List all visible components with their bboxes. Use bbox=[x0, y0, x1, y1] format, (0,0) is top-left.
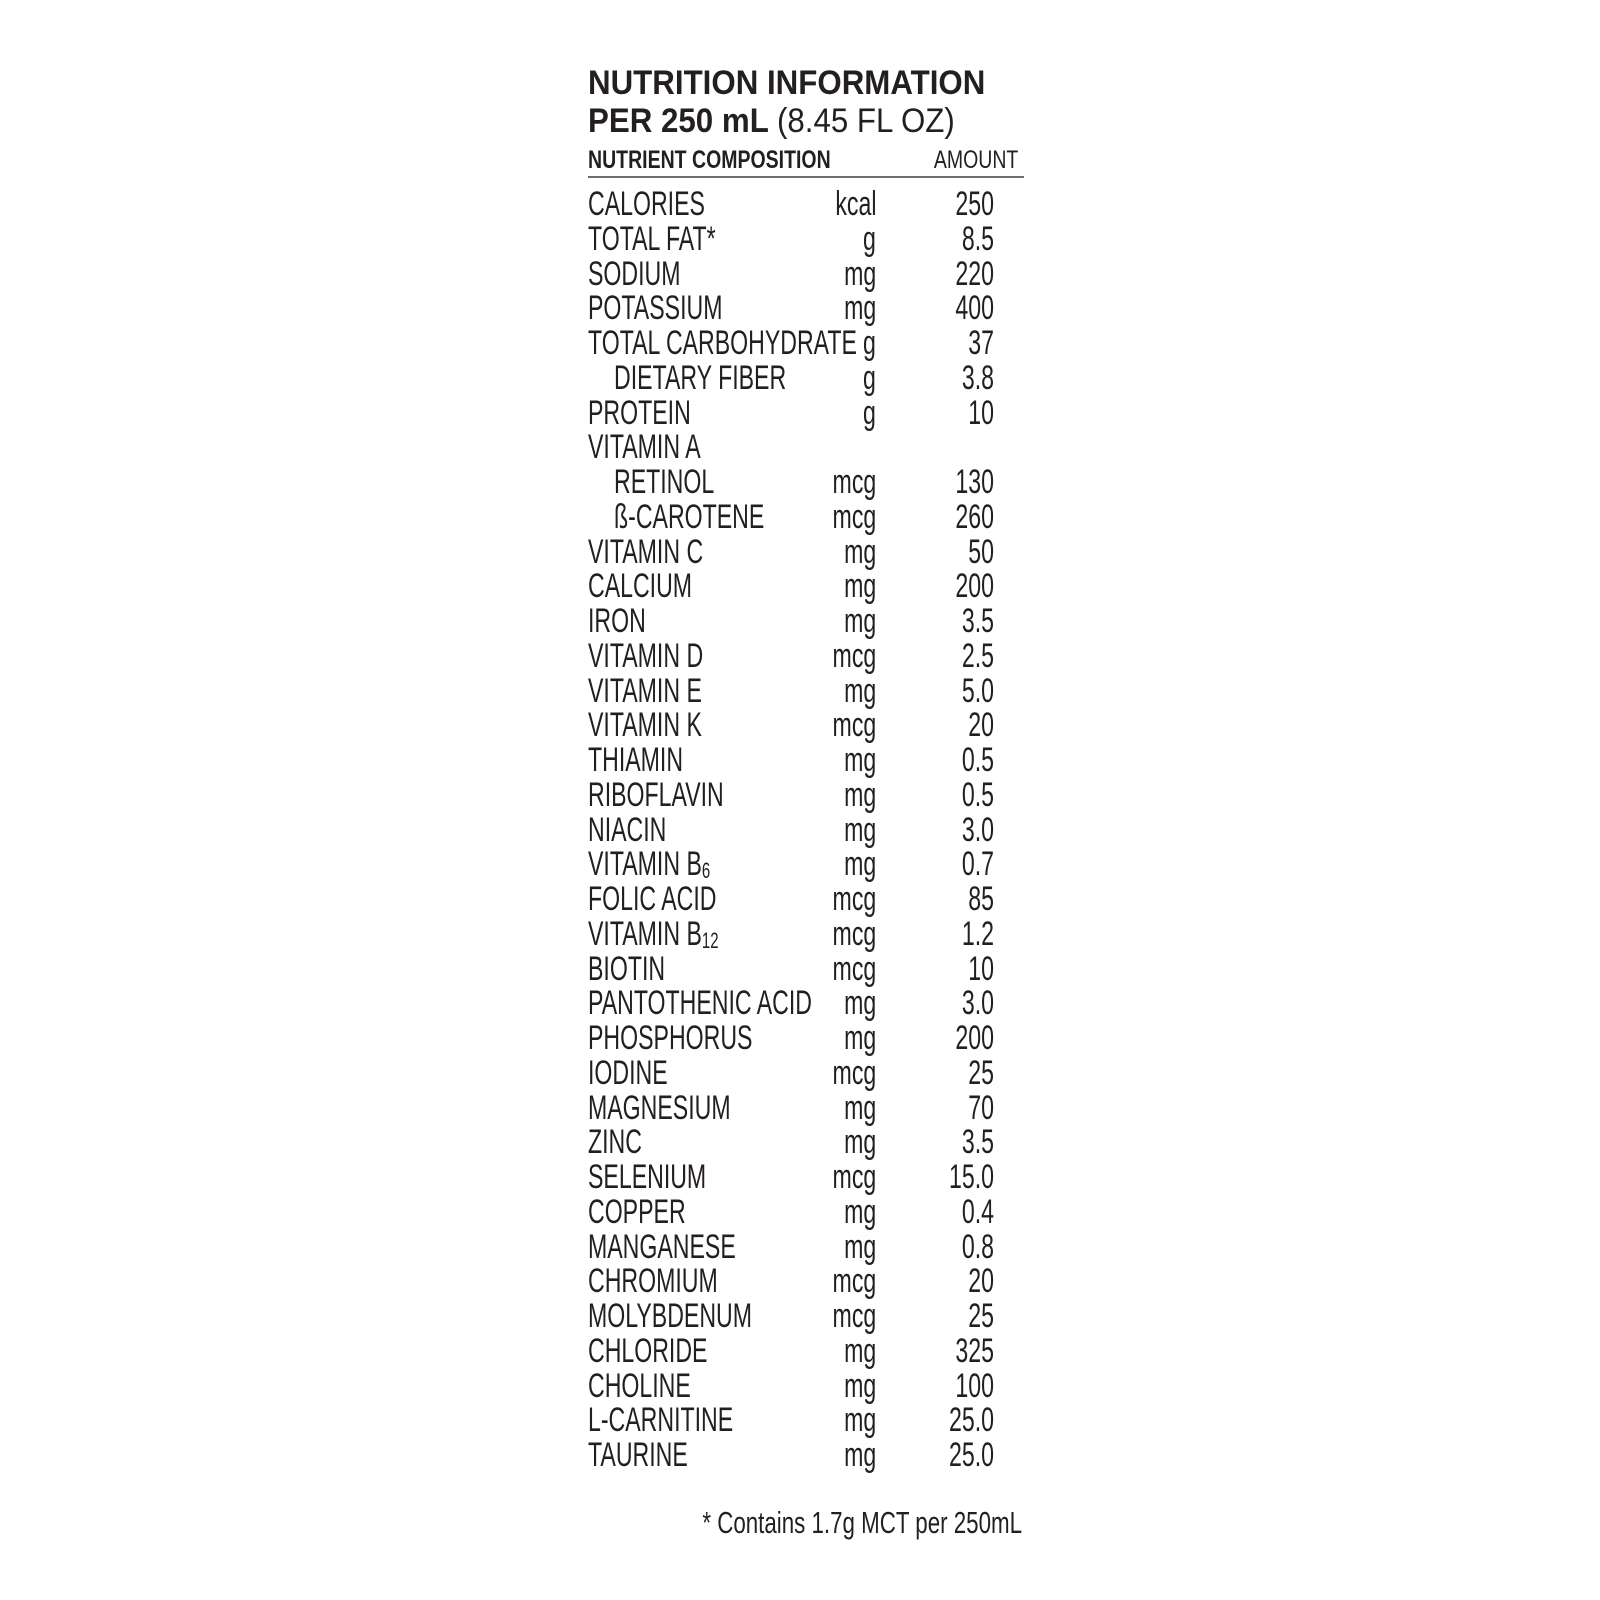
nutrient-unit: mg bbox=[843, 1436, 876, 1474]
table-row bbox=[588, 1437, 1024, 1472]
nutrient-amount: 0.7 bbox=[961, 845, 994, 884]
nutrient-name-text: SELENIUM bbox=[588, 1158, 707, 1196]
nutrient-unit: g bbox=[863, 219, 876, 258]
table-row bbox=[588, 325, 1024, 360]
nutrient-name bbox=[588, 603, 646, 639]
nutrient-name-text: VITAMIN B bbox=[588, 914, 702, 953]
nutrient-unit: mg bbox=[843, 289, 876, 328]
nutrient-amount: 85 bbox=[968, 880, 994, 918]
nutrient-name-text: TAURINE bbox=[588, 1436, 688, 1474]
nutrition-label bbox=[588, 64, 1028, 1564]
nutrient-unit: g bbox=[863, 358, 876, 397]
nutrient-amount: 0.5 bbox=[961, 775, 994, 814]
nutrient-unit: mcg bbox=[832, 636, 876, 675]
nutrient-name-text: IRON bbox=[588, 602, 646, 640]
nutrient-unit: mg bbox=[843, 532, 876, 571]
nutrient-name bbox=[588, 325, 857, 361]
nutrient-name-text: BIOTIN bbox=[588, 949, 666, 988]
nutrient-name bbox=[588, 221, 716, 257]
title-line-1: NUTRITION INFORMATION bbox=[588, 64, 986, 102]
nutrient-amount: 100 bbox=[955, 1366, 994, 1405]
nutrient-name-text: COPPER bbox=[588, 1192, 686, 1231]
nutrient-name bbox=[614, 464, 714, 500]
nutrient-amount: 3.5 bbox=[961, 1123, 994, 1162]
footnote: * Contains 1.7g MCT per 250mL bbox=[702, 1505, 1022, 1540]
table-row bbox=[588, 1090, 1024, 1125]
table-row bbox=[588, 1159, 1024, 1194]
nutrient-name-text: POTASSIUM bbox=[588, 289, 723, 328]
nutrient-name bbox=[588, 1055, 668, 1091]
nutrient-name bbox=[588, 1368, 691, 1404]
table-row bbox=[588, 603, 1024, 638]
table-row bbox=[588, 360, 1024, 395]
table-row bbox=[588, 845, 1024, 884]
nutrient-name-text: PHOSPHORUS bbox=[588, 1019, 753, 1057]
nutrient-amount: 1.2 bbox=[961, 914, 994, 953]
nutrient-name-text: ZINC bbox=[588, 1123, 642, 1162]
table-row bbox=[588, 534, 1024, 569]
table-row bbox=[588, 742, 1024, 777]
nutrient-name bbox=[588, 395, 691, 431]
nutrient-name bbox=[588, 429, 701, 465]
serving-size-imperial: (8.45 FL OZ) bbox=[776, 102, 955, 140]
title-line-2 bbox=[588, 102, 993, 140]
nutrient-amount: 70 bbox=[968, 1088, 994, 1127]
nutrient-name-text: CHLORIDE bbox=[588, 1331, 708, 1370]
table-row bbox=[588, 1262, 1024, 1301]
nutrient-name bbox=[588, 1090, 731, 1126]
nutrient-unit: mg bbox=[843, 1192, 876, 1231]
nutrient-amount: 3.0 bbox=[961, 810, 994, 849]
nutrient-name bbox=[588, 673, 702, 709]
nutrient-amount: 400 bbox=[955, 289, 994, 328]
nutrient-name-text: TOTAL FAT* bbox=[588, 219, 716, 258]
nutrient-unit: mg bbox=[843, 602, 876, 640]
table-row bbox=[588, 916, 1024, 951]
nutrient-amount: 25.0 bbox=[948, 1436, 994, 1474]
nutrient-name-text: ß-CAROTENE bbox=[614, 497, 765, 536]
nutrient-name-text: VITAMIN E bbox=[588, 671, 702, 710]
table-row bbox=[588, 289, 1024, 328]
table-row bbox=[588, 1123, 1024, 1162]
nutrient-name bbox=[614, 499, 764, 535]
nutrient-amount: 8.5 bbox=[961, 219, 994, 258]
nutrient-amount: 3.8 bbox=[961, 358, 994, 397]
table-row bbox=[588, 777, 1024, 812]
table-row bbox=[588, 638, 1024, 673]
nutrient-name-text: VITAMIN B bbox=[588, 845, 702, 884]
nutrient-name bbox=[588, 1402, 733, 1438]
nutrient-name-text: VITAMIN A bbox=[588, 428, 701, 467]
nutrient-name-text: CALORIES bbox=[588, 185, 705, 223]
table-header bbox=[588, 146, 1024, 178]
table-row bbox=[588, 567, 1024, 606]
table-row bbox=[588, 951, 1024, 986]
table-row bbox=[588, 706, 1024, 745]
nutrient-amount: 25.0 bbox=[948, 1401, 994, 1440]
nutrient-name bbox=[588, 1263, 718, 1299]
nutrient-unit: mcg bbox=[832, 880, 876, 918]
nutrient-unit: mg bbox=[843, 1331, 876, 1370]
nutrient-name-text: VITAMIN D bbox=[588, 636, 704, 675]
nutrient-unit: mg bbox=[843, 1019, 876, 1057]
nutrient-name-text: MANGANESE bbox=[588, 1227, 736, 1266]
nutrient-unit: mcg bbox=[832, 949, 876, 988]
nutrient-amount: 0.8 bbox=[961, 1227, 994, 1266]
nutrient-unit: mg bbox=[843, 567, 876, 606]
table-row bbox=[588, 1055, 1024, 1090]
nutrient-amount: 25 bbox=[968, 1297, 994, 1335]
nutrient-unit: mcg bbox=[832, 1053, 876, 1092]
nutrient-name bbox=[588, 1333, 707, 1369]
nutrient-unit: mcg bbox=[832, 1158, 876, 1196]
nutrient-unit: mg bbox=[843, 775, 876, 814]
nutrient-amount: 3.5 bbox=[961, 602, 994, 640]
nutrient-name-text: RETINOL bbox=[614, 463, 715, 501]
nutrient-name bbox=[588, 290, 722, 326]
nutrient-amount: 25 bbox=[968, 1053, 994, 1092]
nutrient-name-subscript: 12 bbox=[701, 927, 719, 953]
nutrient-unit: mg bbox=[843, 741, 876, 779]
nutrient-name-text: THIAMIN bbox=[588, 741, 684, 779]
nutrient-name bbox=[588, 707, 702, 743]
nutrient-name-text: VITAMIN K bbox=[588, 706, 702, 745]
nutrient-amount: 5.0 bbox=[961, 671, 994, 710]
table-row bbox=[588, 1333, 1024, 1368]
table-row bbox=[588, 1194, 1024, 1229]
nutrient-name-text: PROTEIN bbox=[588, 393, 691, 432]
nutrient-name bbox=[588, 812, 666, 848]
nutrient-name bbox=[588, 186, 705, 222]
table-row bbox=[588, 256, 1024, 291]
nutrient-name-text: NIACIN bbox=[588, 810, 667, 849]
nutrient-unit: mcg bbox=[832, 706, 876, 745]
nutrient-name-text: L-CARNITINE bbox=[588, 1401, 734, 1440]
nutrient-name-text: TOTAL CARBOHYDRATE bbox=[588, 324, 857, 362]
nutrient-unit: g bbox=[863, 324, 876, 362]
nutrient-name bbox=[614, 360, 786, 396]
nutrient-unit: kcal bbox=[834, 185, 876, 223]
table-row bbox=[588, 1020, 1024, 1055]
nutrient-name-subscript: 6 bbox=[701, 858, 711, 884]
nutrient-unit: mcg bbox=[832, 914, 876, 953]
nutrient-name bbox=[588, 1229, 736, 1265]
nutrient-amount: 3.0 bbox=[961, 984, 994, 1023]
nutrient-unit: mg bbox=[843, 845, 876, 884]
nutrient-name-text: IODINE bbox=[588, 1053, 668, 1092]
nutrient-unit: mcg bbox=[832, 1297, 876, 1335]
nutrient-unit: mg bbox=[843, 810, 876, 849]
nutrient-amount: 220 bbox=[955, 254, 994, 293]
table-row bbox=[588, 428, 1024, 467]
nutrient-name bbox=[588, 777, 724, 813]
nutrient-name-text: PANTOTHENIC ACID bbox=[588, 984, 812, 1023]
nutrient-name bbox=[588, 638, 703, 674]
nutrient-name bbox=[588, 1437, 688, 1473]
nutrient-name bbox=[588, 1159, 706, 1195]
nutrient-amount: 15.0 bbox=[948, 1158, 994, 1196]
table-row bbox=[588, 395, 1024, 430]
nutrient-name-text: RIBOFLAVIN bbox=[588, 775, 724, 814]
table-row bbox=[588, 1368, 1024, 1403]
nutrient-name bbox=[588, 881, 716, 917]
nutrient-unit: mg bbox=[843, 984, 876, 1023]
nutrient-amount: 260 bbox=[955, 497, 994, 536]
nutrient-unit: mg bbox=[843, 1088, 876, 1127]
nutrient-unit: mcg bbox=[832, 1262, 876, 1301]
nutrient-unit: mg bbox=[843, 1401, 876, 1440]
nutrient-table bbox=[588, 186, 1024, 1472]
nutrient-name-text: MAGNESIUM bbox=[588, 1088, 731, 1127]
nutrient-name bbox=[588, 951, 665, 987]
column-header-amount: AMOUNT bbox=[933, 146, 1018, 174]
table-row bbox=[588, 881, 1024, 916]
nutrient-name bbox=[588, 568, 692, 604]
nutrient-unit: mg bbox=[843, 1227, 876, 1266]
serving-size: PER 250 mL bbox=[588, 102, 769, 140]
nutrient-amount: 10 bbox=[968, 393, 994, 432]
nutrient-amount: 325 bbox=[955, 1331, 994, 1370]
nutrient-unit: mg bbox=[843, 1366, 876, 1405]
table-row bbox=[588, 1229, 1024, 1264]
nutrient-name-text: CHOLINE bbox=[588, 1366, 691, 1405]
nutrient-amount: 200 bbox=[955, 1019, 994, 1057]
nutrient-name-text: CALCIUM bbox=[588, 567, 693, 606]
column-header-nutrient: NUTRIENT COMPOSITION bbox=[588, 146, 831, 174]
table-row bbox=[588, 221, 1024, 256]
nutrient-name bbox=[588, 742, 683, 778]
table-row bbox=[588, 464, 1024, 499]
nutrient-name bbox=[588, 1020, 752, 1056]
nutrient-amount: 37 bbox=[968, 324, 994, 362]
nutrient-name bbox=[588, 985, 812, 1021]
nutrient-name bbox=[588, 1298, 752, 1334]
table-row bbox=[588, 812, 1024, 847]
table-row bbox=[588, 499, 1024, 534]
nutrient-name bbox=[588, 534, 703, 570]
nutrient-unit: mcg bbox=[832, 463, 876, 501]
nutrient-name-text: MOLYBDENUM bbox=[588, 1297, 752, 1335]
nutrient-name-text: SODIUM bbox=[588, 254, 681, 293]
nutrient-unit: mcg bbox=[832, 497, 876, 536]
nutrient-amount: 10 bbox=[968, 949, 994, 988]
table-row bbox=[588, 673, 1024, 708]
nutrient-unit: g bbox=[863, 393, 876, 432]
nutrient-amount: 20 bbox=[968, 1262, 994, 1301]
nutrient-amount: 130 bbox=[955, 463, 994, 501]
nutrient-amount: 250 bbox=[955, 185, 994, 223]
nutrient-name bbox=[588, 256, 680, 292]
table-row bbox=[588, 1298, 1024, 1333]
nutrient-unit: mg bbox=[843, 1123, 876, 1162]
nutrient-name-text: VITAMIN C bbox=[588, 532, 704, 571]
nutrient-name-text: CHROMIUM bbox=[588, 1262, 718, 1301]
nutrient-name-text: FOLIC ACID bbox=[588, 880, 717, 918]
nutrient-amount: 200 bbox=[955, 567, 994, 606]
label-title bbox=[588, 64, 993, 140]
table-row bbox=[588, 984, 1024, 1023]
nutrient-name bbox=[588, 1194, 686, 1230]
nutrient-amount: 0.4 bbox=[961, 1192, 994, 1231]
nutrient-name-text: DIETARY FIBER bbox=[614, 358, 787, 397]
nutrient-unit: mg bbox=[843, 671, 876, 710]
nutrient-amount: 50 bbox=[968, 532, 994, 571]
nutrient-amount: 2.5 bbox=[961, 636, 994, 675]
table-row bbox=[588, 1401, 1024, 1440]
table-row bbox=[588, 186, 1024, 221]
nutrient-amount: 0.5 bbox=[961, 741, 994, 779]
nutrient-amount: 20 bbox=[968, 706, 994, 745]
nutrient-unit: mg bbox=[843, 254, 876, 293]
nutrient-name bbox=[588, 1124, 642, 1160]
